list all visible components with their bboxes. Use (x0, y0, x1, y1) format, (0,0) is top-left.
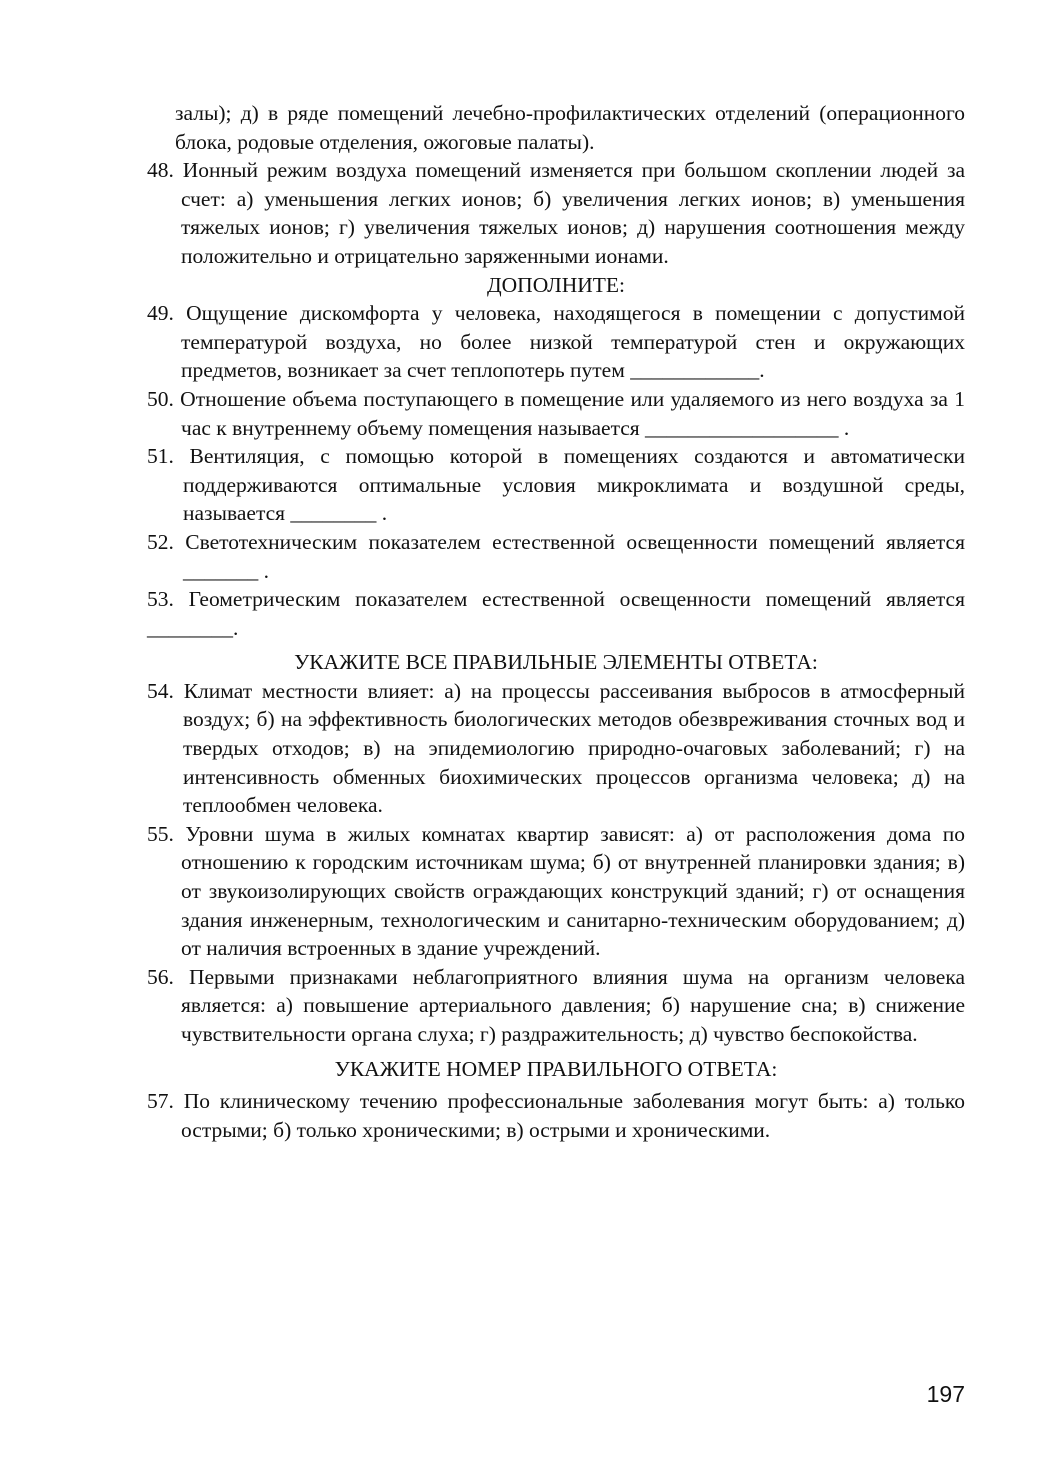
question-52: 52. Светотехническим показателем естественной освещенности помещений является _______ . (147, 529, 965, 583)
question-49: 49. Ощущение дискомфорта у человека, находящегося в помещении с допустимой температурой воздуха, но более низкой температурой стен и окружающих предметов, возникает за счет теплопотерь путем ____________. (147, 301, 965, 383)
question-55: 55. Уровни шума в жилых комнатах квартир зависят: а) от расположения дома по отношению к городским источникам шума; б) от внутренней планировки здания; в) от звукоизолирующих свойств ограждающих конструкций зданий; г) от оснащения здания инженерным, технологическим и санитарно-техническим оборудованием; д) от наличия встроенных в здание учреждений. (147, 821, 965, 961)
section-heading-number: УКАЖИТЕ НОМЕР ПРАВИЛЬНОГО ОТВЕТА: (334, 1056, 778, 1081)
question-56: 56. Первыми признаками неблагоприятного влияния шума на организм человека является: а) повышение артериального давления; б) нарушение сна; в) снижение чувствительности органа слуха; г) раздражительность; д) чувство беспокойства. (147, 964, 965, 1046)
page-number: 197 (926, 1381, 965, 1407)
question-57: 57. По клиническому течению профессиональные заболевания могут быть: а) только острыми; б) только хроническими; в) острыми и хроническими. (147, 1089, 965, 1142)
question-51: 51. Вентиляция, с помощью которой в помещениях создаются и автоматически поддерживаются оптимальные условия микроклимата и воздушной среды, называется ________ . (147, 444, 965, 526)
section-heading-all-correct: УКАЖИТЕ ВСЕ ПРАВИЛЬНЫЕ ЭЛЕМЕНТЫ ОТВЕТА: (294, 650, 818, 675)
section-heading-complete: ДОПОЛНИТЕ: (486, 272, 626, 297)
question-50: 50. Отношение объема поступающего в помещение или удаляемого из него воздуха за 1 час к внутреннему объему помещения называется __________________ . (147, 386, 965, 440)
question-48: 48. Ионный режим воздуха помещений изменяется при большом скоплении людей за счет: а) уменьшения легких ионов; б) увеличения легких ионов; в) уменьшения тяжелых ионов; г) увеличения тяжелых ионов; д) нарушения соотношения между положительно и отрицательно заряженными ионами. (147, 158, 965, 268)
question-53: 53. Геометрическим показателем естественной освещенности помещений является ________. (147, 587, 965, 640)
page-content (147, 99, 965, 1144)
question-54: 54. Климат местности влияет: а) на процессы рассеивания выбросов в атмосферный воздух; б) на эффективность биологических методов обезвреживания сточных вод и твердых отходов; в) на эпидемиологию природно-очаговых заболеваний; г) на интенсивность обменных биохимических процессов организма человека; д) на теплообмен человека. (147, 678, 965, 818)
question-47-continuation: залы); д) в ряде помещений лечебно-профилактических отделений (операционного блока, родовые отделения, ожоговые палаты). (175, 101, 965, 154)
